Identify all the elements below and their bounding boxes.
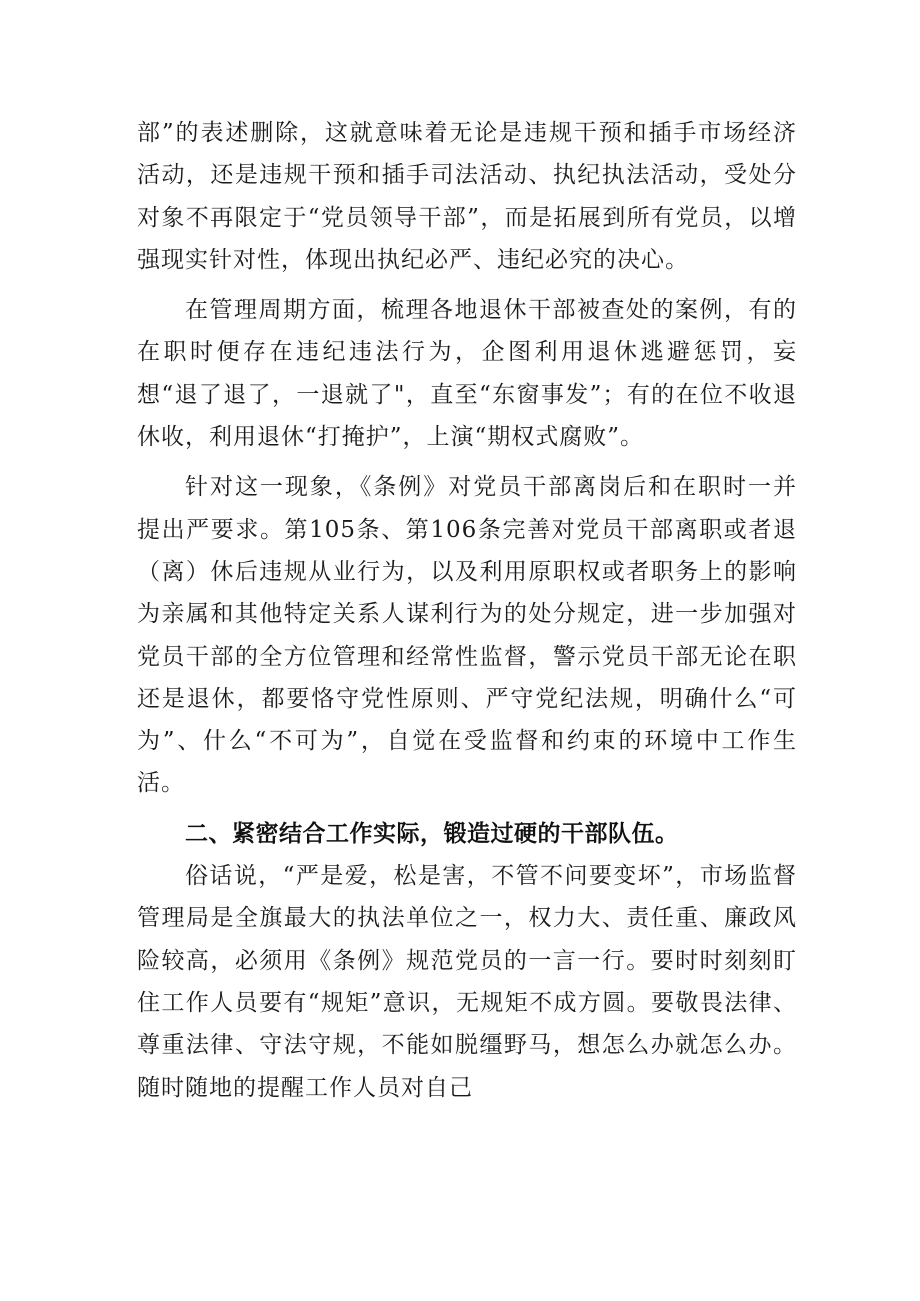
paragraph-continuation: 部”的表述删除，这就意味着无论是违规干预和插手市场经济活动，还是违规干预和插手司法活动、执纪执法活动，受处分对象不再限定于“党员领导干部”，而是拓展到所有党员，以增强现实针对性，体现出执纪必严、违纪必究的决心。 (137, 120, 797, 273)
paragraph-proverb: 俗话说，“严是爱，松是害，不管不问要变坏”，市场监督管理局是全旗最大的执法单位之一，权力大、责任重、廉政风险较高，必须用《条例》规范党员的一言一行。要时时刻刻盯住工作人员要有“规矩”意识，无规矩不成方圆。要敬畏法律、尊重法律、守法守规，不能如脱缰野马，想怎么办就怎么办。随时随地的提醒工作人员对自己 (137, 863, 797, 1101)
document-body (137, 112, 797, 1109)
paragraph-regulation-requirements: 针对这一现象，《条例》对党员干部离岗后和在职时一并提出严要求。第105条、第106条完善对党员干部离职或者退（离）休后违规从业行为，以及利用原职权或者职务上的影响为亲属和其他特定关系人谋利行为的处分规定，进一步加强对党员干部的全方位管理和经常性监督，警示党员干部无论在职还是退休，都要恪守党性原则、严守党纪法规，明确什么“可为”、什么“不可为”，自觉在受监督和约束的环境中工作生活。 (137, 474, 797, 797)
paragraph-management-cycle: 在管理周期方面，梳理各地退休干部被查处的案例，有的在职时便存在违纪违法行为，企图利用退休逃避惩罚，妄想“退了退了，一退就了"，直至“东窗事发”；有的在位不收退休收，利用退休“打掩护”，上演“期权式腐败”。 (137, 297, 797, 451)
section-heading: 二、紧密结合工作实际，锻造过硬的干部队伍。 (185, 820, 679, 847)
